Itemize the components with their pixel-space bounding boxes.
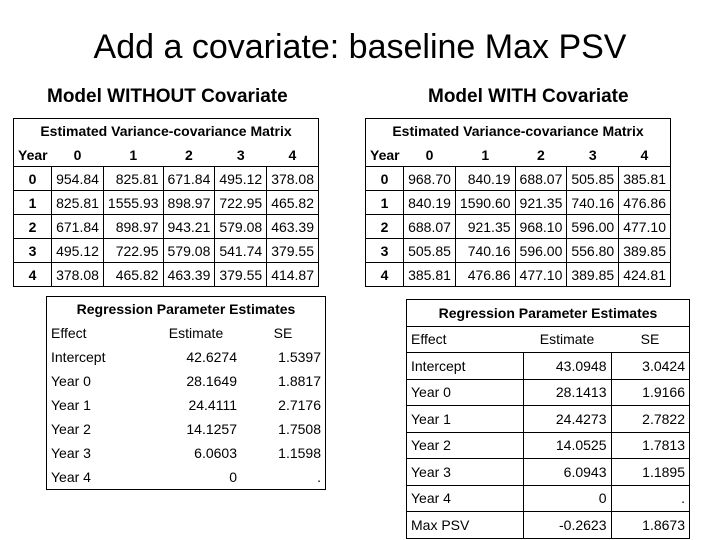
row-label: 1	[366, 191, 404, 215]
estimate-value: 43.0948	[523, 353, 611, 380]
column-header: 0	[73, 146, 82, 163]
matrix-cell: 722.95	[103, 239, 163, 263]
matrix-cell: 825.81	[103, 167, 163, 191]
row-header-label: Year	[366, 143, 404, 167]
estimates-caption: Regression Parameter Estimates	[47, 297, 326, 322]
effect-name: Intercept	[47, 345, 152, 369]
matrix-cell: 385.81	[619, 167, 671, 191]
vc-matrix-without-covariate	[13, 118, 319, 287]
column-header: Estimate	[168, 325, 224, 341]
effect-name: Year 2	[47, 417, 152, 441]
matrix-cell: 379.55	[215, 263, 267, 287]
regression-estimates-with-covariate	[406, 299, 690, 539]
se-value: 3.0424	[611, 353, 690, 380]
regression-estimates-without-covariate	[46, 296, 326, 490]
matrix-cell: 688.07	[404, 215, 456, 239]
matrix-cell: 378.08	[267, 167, 319, 191]
row-label: 0	[14, 167, 52, 191]
se-value: 1.5397	[241, 345, 326, 369]
matrix-cell: 954.84	[52, 167, 104, 191]
estimate-value: 6.0603	[194, 445, 237, 461]
right-model-heading: Model WITH Covariate	[428, 86, 629, 107]
matrix-cell: 921.35	[515, 191, 567, 215]
matrix-cell: 389.85	[619, 239, 671, 263]
matrix-cell: 477.10	[619, 215, 671, 239]
column-header: Effect	[47, 321, 152, 345]
matrix-cell: 596.00	[515, 239, 567, 263]
effect-name: Year 3	[407, 459, 524, 486]
effect-name: Year 2	[407, 432, 524, 459]
matrix-cell: 596.00	[567, 215, 619, 239]
estimate-value: 0	[151, 465, 241, 490]
matrix-cell: 463.39	[267, 215, 319, 239]
matrix-cell: 921.35	[455, 215, 515, 239]
column-header: 3	[588, 146, 597, 163]
matrix-cell: 385.81	[404, 263, 456, 287]
matrix-cell: 465.82	[103, 263, 163, 287]
column-header: 4	[619, 143, 671, 167]
matrix-cell: 968.70	[404, 167, 456, 191]
column-header: 0	[425, 146, 434, 163]
matrix-cell: 556.80	[567, 239, 619, 263]
estimate-value: 14.0525	[523, 432, 611, 459]
matrix-cell: 379.55	[267, 239, 319, 263]
estimate-value: 24.4111	[188, 397, 237, 413]
row-header-label: Year	[14, 143, 52, 167]
matrix-cell: 505.85	[567, 167, 619, 191]
left-model-heading: Model WITHOUT Covariate	[47, 86, 288, 107]
se-value: 2.7822	[611, 406, 690, 433]
effect-name: Max PSV	[407, 512, 524, 539]
matrix-cell: 671.84	[163, 167, 215, 191]
se-value: 2.7176	[241, 393, 326, 417]
matrix-cell: 505.85	[404, 239, 456, 263]
column-header: 1	[481, 146, 490, 163]
se-value: .	[611, 485, 690, 512]
matrix-cell: 579.08	[163, 239, 215, 263]
se-value: 1.9166	[611, 379, 690, 406]
matrix-cell: 1590.60	[455, 191, 515, 215]
matrix-cell: 465.82	[267, 191, 319, 215]
estimate-value: 0	[523, 485, 611, 512]
matrix-cell: 495.12	[215, 167, 267, 191]
matrix-cell: 463.39	[163, 263, 215, 287]
matrix-cell: 1555.93	[103, 191, 163, 215]
se-value: 1.7508	[241, 417, 326, 441]
matrix-cell: 378.08	[52, 263, 104, 287]
row-label: 3	[366, 239, 404, 263]
matrix-cell: 541.74	[215, 239, 267, 263]
matrix-caption: Estimated Variance-covariance Matrix	[366, 119, 671, 144]
estimate-value: 24.4273	[523, 406, 611, 433]
matrix-cell: 898.97	[163, 191, 215, 215]
matrix-cell: 495.12	[52, 239, 104, 263]
vc-matrix-with-covariate	[365, 118, 671, 287]
row-label: 4	[366, 263, 404, 287]
matrix-cell: 898.97	[103, 215, 163, 239]
column-header: 2	[185, 146, 193, 163]
row-label: 3	[14, 239, 52, 263]
estimate-value: 6.0943	[523, 459, 611, 486]
row-label: 2	[366, 215, 404, 239]
matrix-cell: 476.86	[619, 191, 671, 215]
matrix-cell: 968.10	[515, 215, 567, 239]
matrix-cell: 389.85	[567, 263, 619, 287]
matrix-cell: 740.16	[567, 191, 619, 215]
estimate-value: 28.1413	[523, 379, 611, 406]
effect-name: Year 1	[47, 393, 152, 417]
column-header: SE	[241, 321, 326, 345]
se-value: 1.1895	[611, 459, 690, 486]
estimate-value: -0.2623	[523, 512, 611, 539]
estimate-value: 28.1649	[186, 373, 237, 389]
effect-name: Year 0	[47, 369, 152, 393]
column-header: SE	[611, 326, 690, 353]
matrix-cell: 943.21	[163, 215, 215, 239]
column-header: 1	[129, 146, 138, 163]
matrix-caption: Estimated Variance-covariance Matrix	[14, 119, 319, 144]
matrix-cell: 825.81	[52, 191, 104, 215]
matrix-cell: 722.95	[215, 191, 267, 215]
matrix-cell: 477.10	[515, 263, 567, 287]
column-header: 3	[236, 146, 245, 163]
matrix-cell: 579.08	[215, 215, 267, 239]
effect-name: Year 3	[47, 441, 152, 465]
effect-name: Year 4	[47, 465, 152, 490]
matrix-cell: 840.19	[404, 191, 456, 215]
matrix-cell: 688.07	[515, 167, 567, 191]
estimate-value: 42.6274	[186, 349, 237, 365]
row-label: 4	[14, 263, 52, 287]
effect-name: Intercept	[407, 353, 524, 380]
matrix-cell: 424.81	[619, 263, 671, 287]
effect-name: Year 0	[407, 379, 524, 406]
column-header: 2	[537, 146, 545, 163]
matrix-cell: 476.86	[455, 263, 515, 287]
matrix-cell: 740.16	[455, 239, 515, 263]
slide-title: Add a covariate: baseline Max PSV	[93, 28, 627, 66]
se-value: .	[241, 465, 326, 490]
estimate-value: 14.1257	[186, 421, 237, 437]
se-value: 1.8673	[611, 512, 690, 539]
matrix-cell: 414.87	[267, 263, 319, 287]
row-label: 2	[14, 215, 52, 239]
se-value: 1.8817	[241, 369, 326, 393]
column-header: 4	[267, 143, 319, 167]
row-label: 0	[366, 167, 404, 191]
effect-name: Year 4	[407, 485, 524, 512]
se-value: 1.7813	[611, 432, 690, 459]
se-value: 1.1598	[241, 441, 326, 465]
matrix-cell: 840.19	[455, 167, 515, 191]
column-header: Effect	[407, 326, 524, 353]
column-header: Estimate	[523, 326, 611, 353]
estimates-caption: Regression Parameter Estimates	[407, 300, 690, 327]
row-label: 1	[14, 191, 52, 215]
matrix-cell: 671.84	[52, 215, 104, 239]
effect-name: Year 1	[407, 406, 524, 433]
